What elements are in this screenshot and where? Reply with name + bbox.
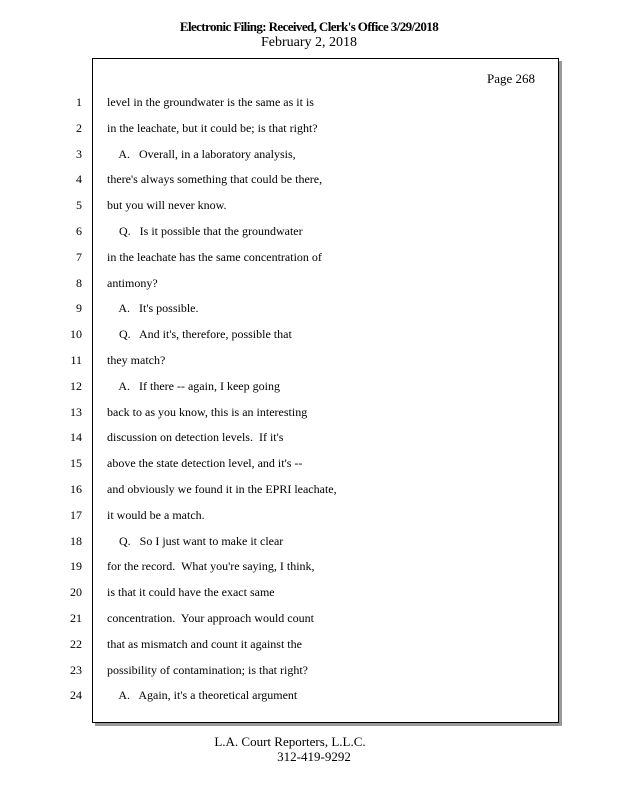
line-number: 16 xyxy=(70,481,82,496)
footer-phone: 312-419-9292 xyxy=(277,749,351,764)
transcript-line: back to as you know, this is an interesting xyxy=(107,404,308,419)
transcript-line: A. Overall, in a laboratory analysis, xyxy=(107,146,296,161)
transcript-line: but you will never know. xyxy=(107,198,227,213)
transcript-line: A. It's possible. xyxy=(107,301,199,316)
transcript-body xyxy=(107,95,547,714)
transcript-line: concentration. Your approach would count xyxy=(107,610,314,625)
line-number: 11 xyxy=(70,352,82,367)
transcript-line: Q. And it's, therefore, possible that xyxy=(107,327,292,342)
transcript-line: level in the groundwater is the same as it is xyxy=(107,95,314,109)
line-number: 20 xyxy=(70,585,82,600)
transcript-line: they match? xyxy=(107,352,166,367)
transcript-line: there's always something that could be there, xyxy=(107,172,323,187)
transcript-line: discussion on detection levels. If it's xyxy=(107,430,284,445)
transcript-line: in the leachate, but it could be; is that right? xyxy=(107,120,318,135)
line-number: 1 xyxy=(76,95,82,109)
transcript-line: A. Again, it's a theoretical argument xyxy=(107,688,298,703)
transcript-line: antimony? xyxy=(107,275,158,290)
line-number: 6 xyxy=(76,223,82,238)
transcript-line: in the leachate has the same concentration of xyxy=(107,249,322,264)
line-number: 21 xyxy=(70,610,82,625)
line-number: 17 xyxy=(70,507,82,522)
transcript-line: above the state detection level, and it's -- xyxy=(107,456,303,471)
transcript-line: it would be a match. xyxy=(107,507,205,522)
transcript-line: is that it could have the exact same xyxy=(107,585,275,600)
line-number: 5 xyxy=(76,198,82,213)
transcript-line: Q. Is it possible that the groundwater xyxy=(107,223,303,238)
line-number: 3 xyxy=(76,146,82,161)
line-number: 14 xyxy=(70,430,82,445)
header-date: February 2, 2018 xyxy=(260,35,358,50)
page-number: Page 268 xyxy=(487,71,536,86)
transcript-line: that as mismatch and count it against the xyxy=(107,636,302,651)
line-number: 18 xyxy=(70,533,82,548)
transcript-line: and obviously we found it in the EPRI leachate, xyxy=(107,481,337,496)
line-number: 9 xyxy=(76,301,82,316)
line-number: 23 xyxy=(70,662,82,677)
line-number: 10 xyxy=(70,327,82,342)
line-number: 2 xyxy=(76,120,82,135)
transcript-line: A. If there -- again, I keep going xyxy=(107,378,280,393)
line-number-column xyxy=(60,95,82,714)
line-number: 4 xyxy=(76,172,82,187)
line-number: 24 xyxy=(70,688,82,703)
line-number: 12 xyxy=(70,378,82,393)
transcript-line: for the record. What you're saying, I think, xyxy=(107,559,315,574)
transcript-line: Q. So I just want to make it clear xyxy=(107,533,284,548)
line-number: 19 xyxy=(70,559,82,574)
line-number: 7 xyxy=(76,249,82,264)
filing-stamp: Electronic Filing: Received, Clerk's Office 3/29/2018 xyxy=(179,19,439,34)
line-number: 22 xyxy=(70,636,82,651)
line-number: 8 xyxy=(76,275,82,290)
line-number: 15 xyxy=(70,456,82,471)
line-number: 13 xyxy=(70,404,82,419)
transcript-line: possibility of contamination; is that right? xyxy=(107,662,308,677)
footer-reporter: L.A. Court Reporters, L.L.C. xyxy=(214,734,366,749)
